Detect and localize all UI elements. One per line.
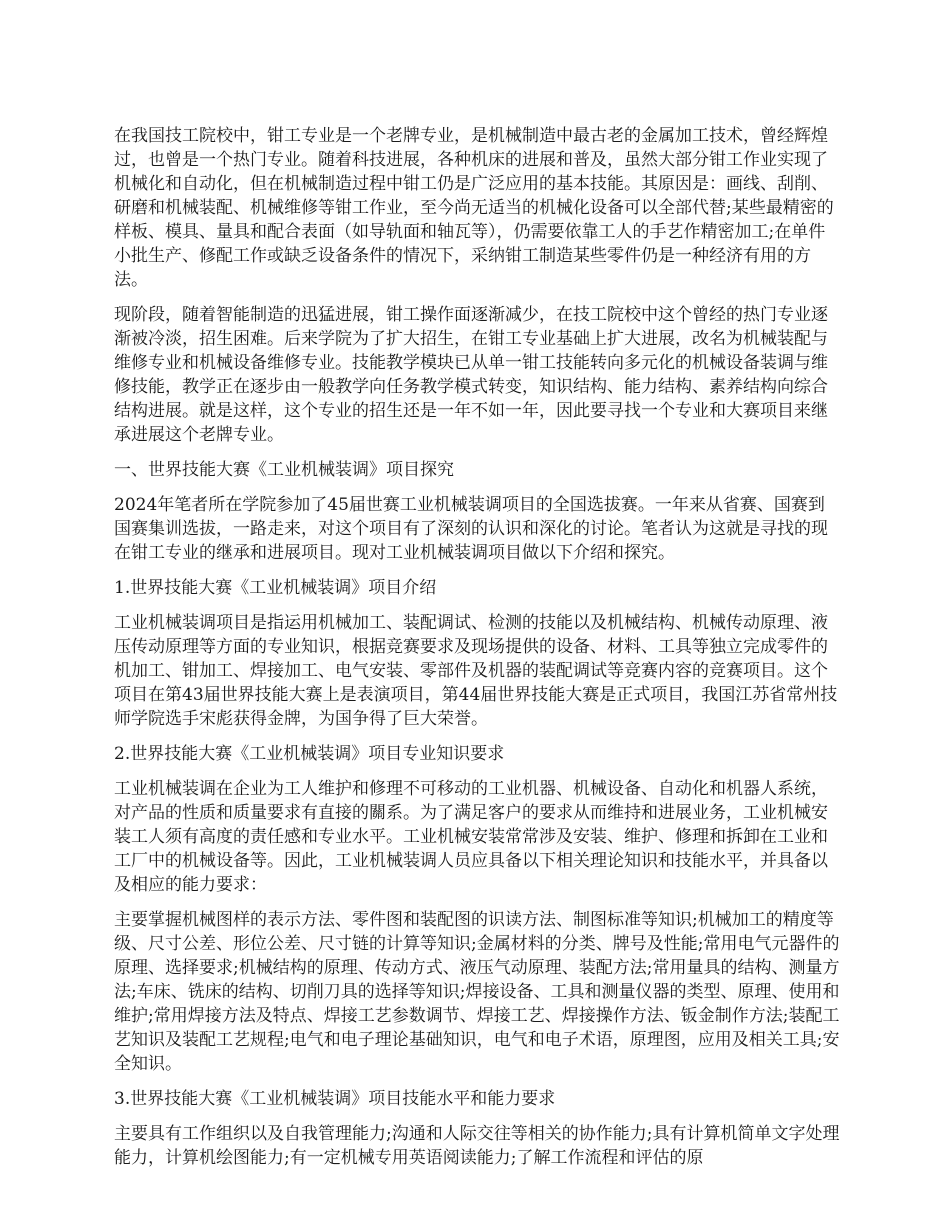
paragraph-intro-history: 在我国技工院校中，钳工专业是一个老牌专业，是机械制造中最古老的金属加工技术，曾经辉煌过，也曾是一个热门专业。随着科技进展，各种机床的进展和普及，虽然大部分钳工作业实现了机械化和自动化，但在机械制造过程中钳工仍是广泛应用的基本技能。其原因是：画线、刮削、研磨和机械装配、机械维修等钳工作业，至今尚无适当的机械化设备可以全部代替;某些最精密的样板、模具、量具和配合表面（如导轨面和轴瓦等），仍需要依靠工人的手艺作精密加工;在单件小批生产、修配工作或缺乏设备条件的情况下，采纳钳工制造某些零件仍是一种经济有用的方法。 [114, 126, 834, 290]
subheading-3-skills: 3.世界技能大赛《工业机械装调》项目技能水平和能力要求 [114, 1089, 556, 1109]
section-heading-1: 一、世界技能大赛《工业机械装调》项目探究 [114, 460, 454, 480]
paragraph-knowledge-list: 主要掌握机械图样的表示方法、零件图和装配图的识读方法、制图标准等知识;机械加工的精度等级、尺寸公差、形位公差、尺寸链的计算等知识;金属材料的分类、牌号及性能;常用电气元器件的原理、选择要求;机械结构的原理、传动方式、液压气动原理、装配方法;常用量具的结构、测量方法;车床、铣床的结构、切削刀具的选择等知识;焊接设备、工具和测量仪器的类型、原理、使用和维护;常用焊接方法及特点、焊接工艺参数调节、焊接工艺、焊接操作方法、钣金制作方法;装配工艺知识及装配工艺规程;电气和电子理论基础知识，电气和电子术语，原理图，应用及相关工具;安全知识。 [114, 910, 840, 1074]
paragraph-knowledge-requirements: 工业机械装调在企业为工人维护和修理不可移动的工业机器、机械设备、自动化和机器人系统，对产品的性质和质量要求有直接的關系。为了满足客户的要求从而维持和进展业务，工业机械安装工人须有高度的责任感和专业水平。工业机械安装常常涉及安装、维护、修理和拆卸在工业和工厂中的机械设备等。因此，工业机械装调人员应具备以下相关理论知识和技能水平，并具备以及相应的能力要求： [114, 779, 828, 895]
paragraph-competition-2024: 2024年笔者所在学院参加了45届世赛工业机械装调项目的全国选拔赛。一年来从省赛、国赛到国赛集训选拔，一路走来，对这个项目有了深刻的认识和深化的讨论。笔者认为这就是寻找的现在钳工专业的继承和进展项目。现对工业机械装调项目做以下介绍和探究。 [114, 495, 828, 563]
paragraph-project-intro: 工业机械装调项目是指运用机械加工、装配调试、检测的技能以及机械结构、机械传动原理、液压传动原理等方面的专业知识，根据竞赛要求及现场提供的设备、材料、工具等独立完成零件的机加工、钳加工、焊接加工、电气安装、零部件及机器的装配调试等竞赛内容的竞赛项目。这个项目在第43届世界技能大赛上是表演项目，第44届世界技能大赛是正式项目，我国江苏省常州技师学院选手宋彪获得金牌，为国争得了巨大荣誉。 [114, 613, 838, 729]
subheading-2-knowledge: 2.世界技能大赛《工业机械装调》项目专业知识要求 [114, 744, 505, 764]
paragraph-current-situation: 现阶段，随着智能制造的迅猛进展，钳工操作面逐渐减少，在技工院校中这个曾经的热门专业逐渐被冷淡，招生困难。后来学院为了扩大招生，在钳工专业基础上扩大进展，改名为机械装配与维修专业和机械设备维修专业。技能教学模块已从单一钳工技能转向多元化的机械设备装调与维修技能，教学正在逐步由一般教学向任务教学模式转变，知识结构、能力结构、素养结构向综合结构进展。就是这样，这个专业的招生还是一年不如一年，因此要寻找一个专业和大赛项目来继承进展这个老牌专业。 [114, 305, 828, 445]
paragraph-skills-requirements: 主要具有工作组织以及自我管理能力;沟通和人际交往等相关的协作能力;具有计算机简单文字处理能力，计算机绘图能力;有一定机械专用英语阅读能力;了解工作流程和评估的原 [114, 1124, 840, 1168]
subheading-1-introduction: 1.世界技能大赛《工业机械装调》项目介绍 [114, 578, 437, 598]
